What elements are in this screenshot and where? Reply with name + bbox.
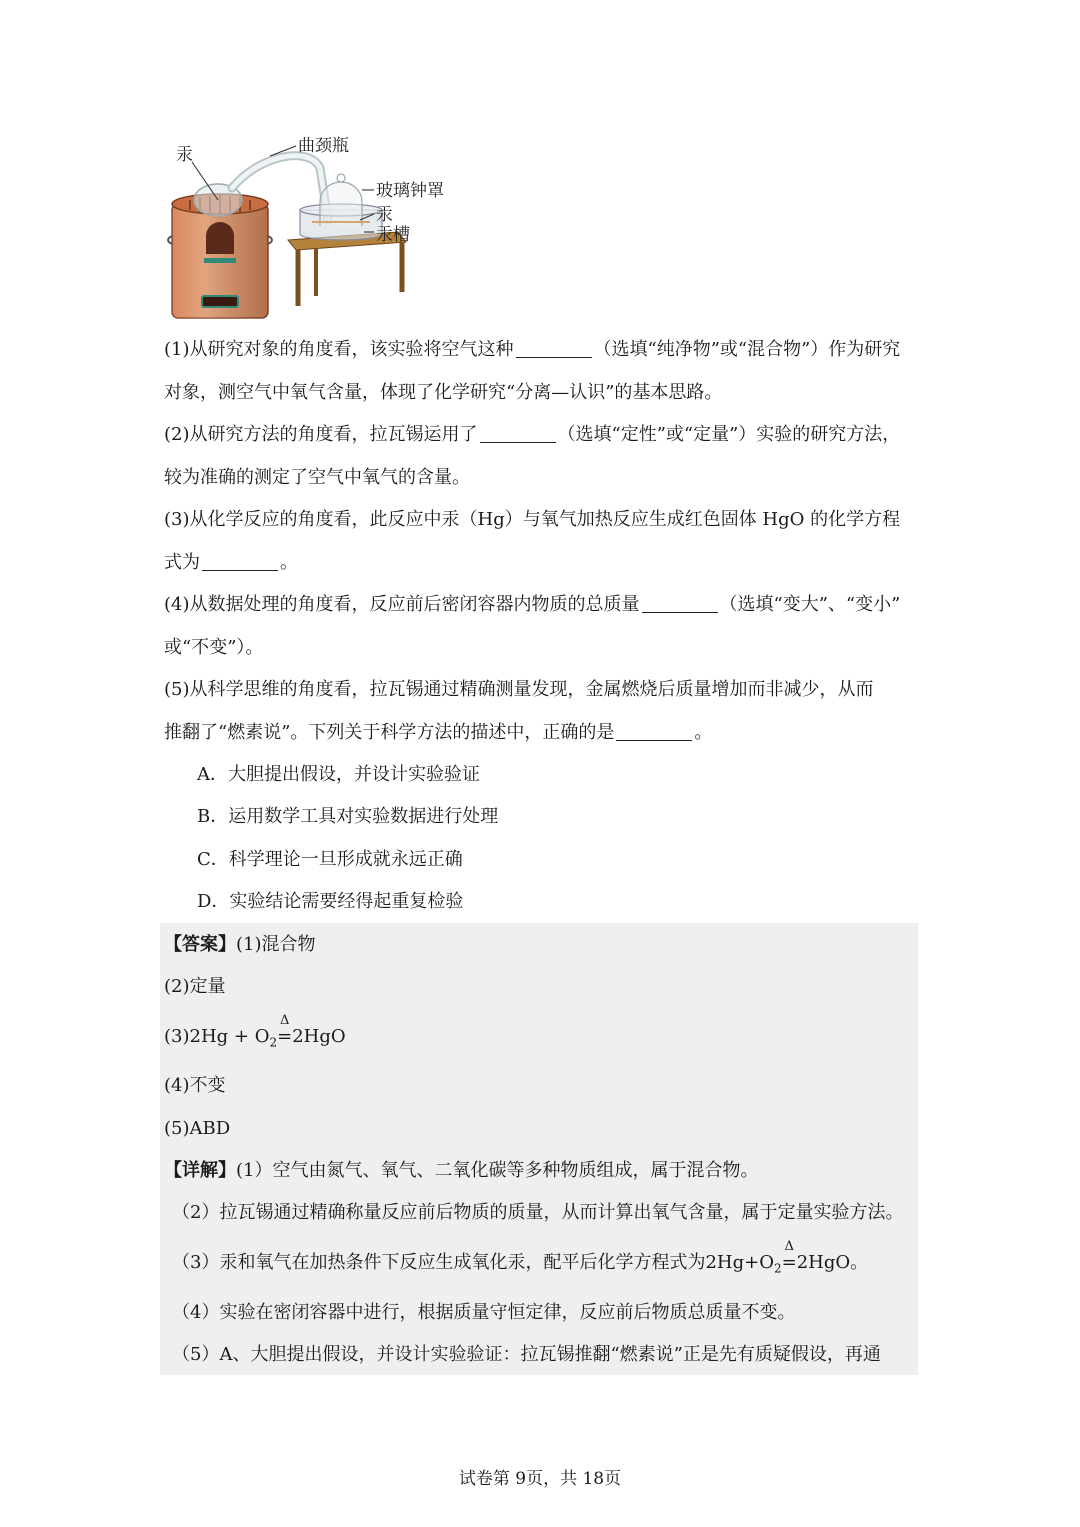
equation-part: (3)2Hg + O — [164, 1026, 270, 1047]
explanation-4: （4）实验在密闭容器中进行，根据质量守恒定律，反应前后物质总质量不变。 — [172, 1302, 796, 1323]
question-4-line-2: 或“不变”）。 — [164, 637, 264, 658]
question-text: (4)从数据处理的角度看，反应前后密闭容器内物质的总质量 — [164, 594, 640, 615]
question-2-line-2: 较为准确的测定了空气中氧气的含量。 — [164, 467, 470, 488]
question-text: 推翻了“燃素说”。下列关于科学方法的描述中，正确的是 — [164, 722, 615, 743]
equation-part: 2HgO — [292, 1026, 346, 1047]
equation-subscript: 2 — [269, 1035, 278, 1050]
furnace-bar — [204, 258, 236, 263]
label-mercury-left: 汞 — [176, 145, 193, 165]
question-text: 式为 — [164, 552, 200, 573]
question-3-line-2 — [164, 550, 298, 576]
page-footer: 试卷第 9页，共 18页 — [458, 1469, 622, 1489]
question-text: （选填“定性”或“定量”）实验的研究方法， — [557, 424, 901, 445]
explanation-1 — [164, 1158, 758, 1184]
explanation-text: （3）汞和氧气在加热条件下反应生成氧化汞，配平后化学方程式为2Hg+O — [172, 1252, 774, 1273]
answer-blank[interactable] — [516, 339, 592, 358]
option-c[interactable]: C．科学理论一旦形成就永远正确 — [197, 849, 463, 870]
delta-symbol: Δ — [784, 1239, 794, 1254]
label-retort: 曲颈瓶 — [298, 136, 349, 156]
option-d[interactable]: D．实验结论需要经得起重复检验 — [197, 891, 464, 912]
furnace-door — [206, 222, 234, 254]
explanation-label: 【详解】 — [164, 1160, 236, 1181]
question-5-line-2 — [164, 720, 712, 746]
question-text: 。 — [280, 552, 298, 573]
question-1-line-2: 对象，测空气中氧气含量，体现了化学研究“分离—认识”的基本思路。 — [164, 382, 723, 403]
heat-condition-sign — [277, 1013, 293, 1050]
explanation-3 — [172, 1239, 869, 1282]
question-4-line-1 — [164, 592, 900, 618]
explanation-5: （5）A、大胆提出假设，并设计实验验证：拉瓦锡推翻“燃素说”正是先有质疑假设，再通 — [172, 1344, 881, 1365]
question-2-line-1 — [164, 422, 900, 448]
equals-symbol: = — [277, 1026, 293, 1047]
equals-symbol: = — [781, 1252, 797, 1273]
question-text: (2)从研究方法的角度看，拉瓦锡运用了 — [164, 424, 478, 445]
answer-blank[interactable] — [202, 552, 278, 571]
answer-2: (2)定量 — [164, 976, 226, 997]
answer-1 — [164, 932, 316, 958]
answer-blank[interactable] — [616, 722, 692, 741]
question-text: 。 — [694, 722, 713, 743]
furnace-vent — [202, 296, 238, 307]
answer-blank[interactable] — [480, 424, 556, 443]
answer-label: 【答案】 — [164, 934, 236, 955]
heat-condition-sign — [781, 1239, 797, 1276]
label-bell-jar: 玻璃钟罩 — [376, 181, 444, 201]
question-text: (1)从研究对象的角度看，该实验将空气这种 — [164, 339, 514, 360]
question-5-line-1: (5)从科学思维的角度看，拉瓦锡通过精确测量发现，金属燃烧后质量增加而非减少，从而 — [164, 679, 874, 700]
question-text: （选填“纯净物”或“混合物”）作为研究 — [593, 339, 901, 360]
label-trough: 汞槽 — [376, 225, 410, 245]
delta-symbol: Δ — [279, 1013, 290, 1028]
question-1-line-1 — [164, 337, 900, 363]
equation-subscript: 2 — [773, 1261, 782, 1276]
answer-blank[interactable] — [642, 594, 718, 613]
bell-jar — [320, 182, 362, 226]
explanation-text: 2HgO。 — [796, 1252, 869, 1273]
option-b[interactable]: B．运用数学工具对实验数据进行处理 — [197, 806, 499, 827]
lavoisier-apparatus-figure — [160, 128, 480, 324]
explanation-2: （2）拉瓦锡通过精确称量反应前后物质的质量，从而计算出氧气含量，属于定量实验方法。 — [172, 1202, 904, 1223]
question-3-line-1: (3)从化学反应的角度看，此反应中汞（Hg）与氧气加热反应生成红色固体 HgO 的化学方程 — [164, 509, 901, 530]
question-text: （选填“变大”、“变小” — [719, 594, 901, 615]
answer-text: (1)混合物 — [236, 934, 316, 955]
explanation-text: (1）空气由氮气、氧气、二氧化碳等多种物质组成，属于混合物。 — [236, 1160, 759, 1181]
label-mercury-right: 汞 — [376, 205, 393, 225]
bell-jar-knob — [337, 174, 345, 182]
option-a[interactable]: A．大胆提出假设，并设计实验验证 — [197, 764, 480, 785]
answer-4: (4)不变 — [164, 1075, 226, 1096]
answer-3 — [164, 1013, 346, 1056]
apparatus-diagram — [160, 128, 480, 324]
answer-5: (5)ABD — [164, 1118, 231, 1139]
